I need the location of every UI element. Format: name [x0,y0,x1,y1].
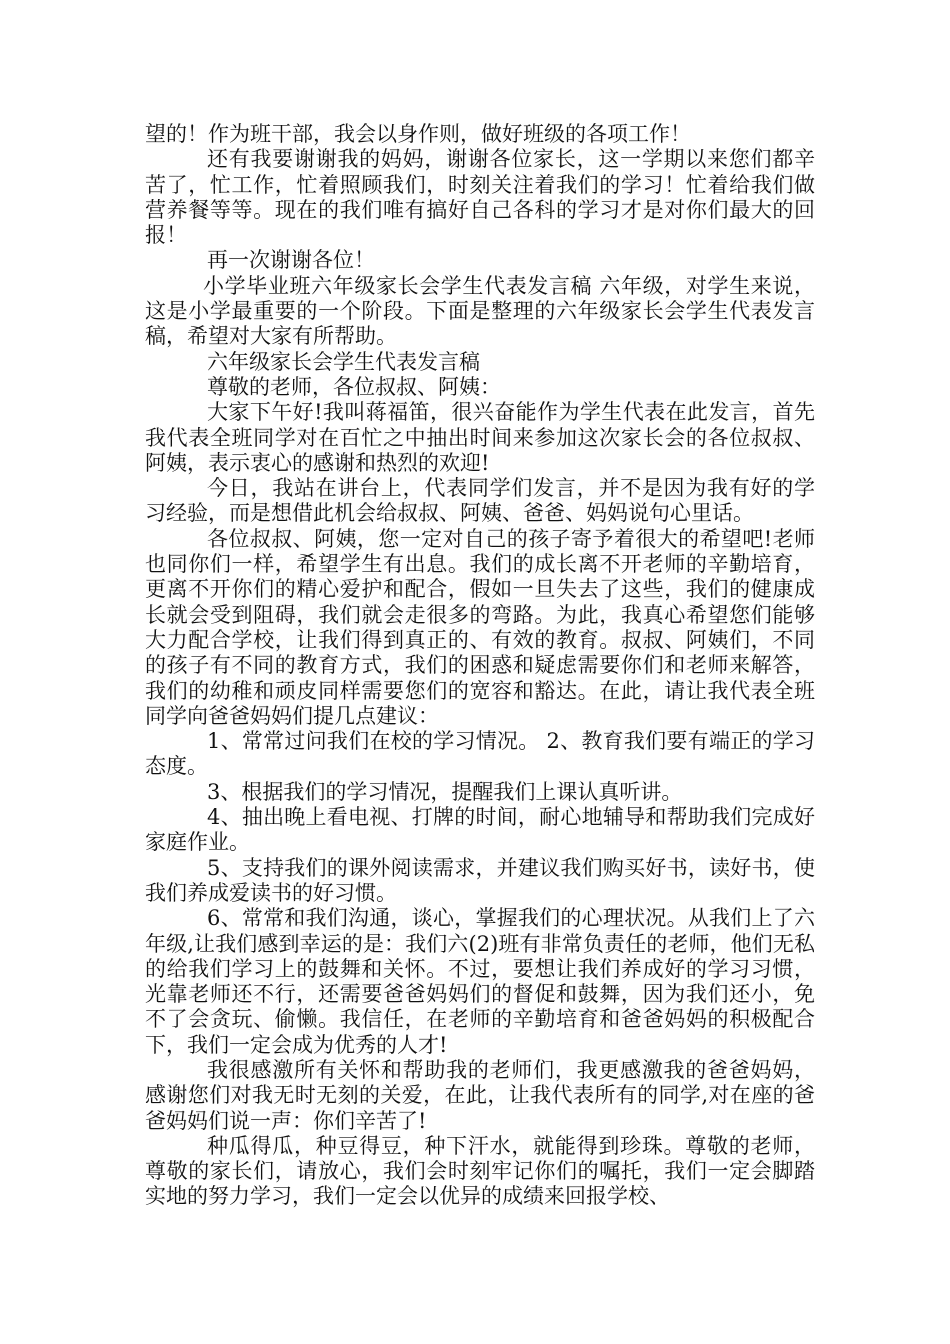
list-item: 4、抽出晚上看电视、打牌的时间，耐心地辅导和帮助我们完成好家庭作业。 [145,805,815,855]
list-item: 6、常常和我们沟通，谈心，掌握我们的心理状况。从我们上了六年级,让我们感到幸运的是：我们六(2)班有非常负责任的老师，他们无私的给我们学习上的鼓舞和关怀。不过，要想让我们养成好的学习习惯，光靠老师还不行，还需要爸爸妈妈们的督促和鼓舞，因为我们还小，免不了会贪玩、偷懒。我信任，在老师的辛勤培育和爸爸妈妈的积极配合下，我们一定会成为优秀的人才! [145,906,815,1057]
list-item: 3、根据我们的学习情况，提醒我们上课认真听讲。 [207,779,683,804]
paragraph: 还有我要谢谢我的妈妈，谢谢各位家长，这一学期以来您们都辛苦了，忙工作，忙着照顾我们，时刻关注着我们的学习！忙着给我们做营养餐等等。现在的我们唯有搞好自己各科的学习才是对你们最大的回报！ [145,147,815,248]
paragraph: 我很感激所有关怀和帮助我的老师们，我更感激我的爸爸妈妈，感谢您们对我无时无刻的关爱，在此，让我代表所有的同学,对在座的爸爸妈妈们说一声：你们辛苦了! [145,1057,815,1133]
paragraph: 今日，我站在讲台上，代表同学们发言，并不是因为我有好的学习经验，而是想借此机会给叔叔、阿姨、爸爸、妈妈说句心里话。 [145,476,815,526]
paragraph: 再一次谢谢各位！ [207,248,375,273]
paragraph-heading: 六年级家长会学生代表发言稿 [207,349,480,374]
paragraph: 大家下午好!我叫蒋福笛，很兴奋能作为学生代表在此发言，首先我代表全班同学对在百忙之中抽出时间来参加这次家长会的各位叔叔、阿姨，表示衷心的感谢和热烈的欢迎! [145,400,815,475]
salutation: 尊敬的老师，各位叔叔、阿姨： [207,374,501,399]
list-item: 1、常常过问我们在校的学习情况。 2、教育我们要有端正的学习态度。 [145,729,815,779]
document-body [145,122,815,1210]
paragraph: 种瓜得瓜，种豆得豆，种下汗水，就能得到珍珠。尊敬的老师，尊敬的家长们，请放心，我们会时刻牢记你们的嘱托，我们一定会脚踏实地的努力学习，我们一定会以优异的成绩来回报学校、 [145,1133,815,1209]
paragraph: 小学毕业班六年级家长会学生代表发言稿 六年级，对学生来说，这是小学最重要的一个阶段。下面是整理的六年级家长会学生代表发言稿，希望对大家有所帮助。 [145,273,815,349]
paragraph: 望的！作为班干部，我会以身作则，做好班级的各项工作！ [145,122,691,146]
list-item: 5、支持我们的课外阅读需求，并建议我们购买好书，读好书，使我们养成爱读书的好习惯。 [145,855,815,905]
paragraph: 各位叔叔、阿姨，您一定对自己的孩子寄予着很大的希望吧!老师也同你们一样，希望学生有出息。我们的成长离不开老师的辛勤培育，更离不开你们的精心爱护和配合，假如一旦失去了这些，我们的健康成长就会受到阻碍，我们就会走很多的弯路。为此，我真心希望您们能够大力配合学校，让我们得到真正的、有效的教育。叔叔、阿姨们，不同的孩子有不同的教育方式，我们的困惑和疑虑需要你们和老师来解答，我们的幼稚和顽皮同样需要您们的宽容和豁达。在此，请让我代表全班同学向爸爸妈妈们提几点建议： [145,526,815,728]
